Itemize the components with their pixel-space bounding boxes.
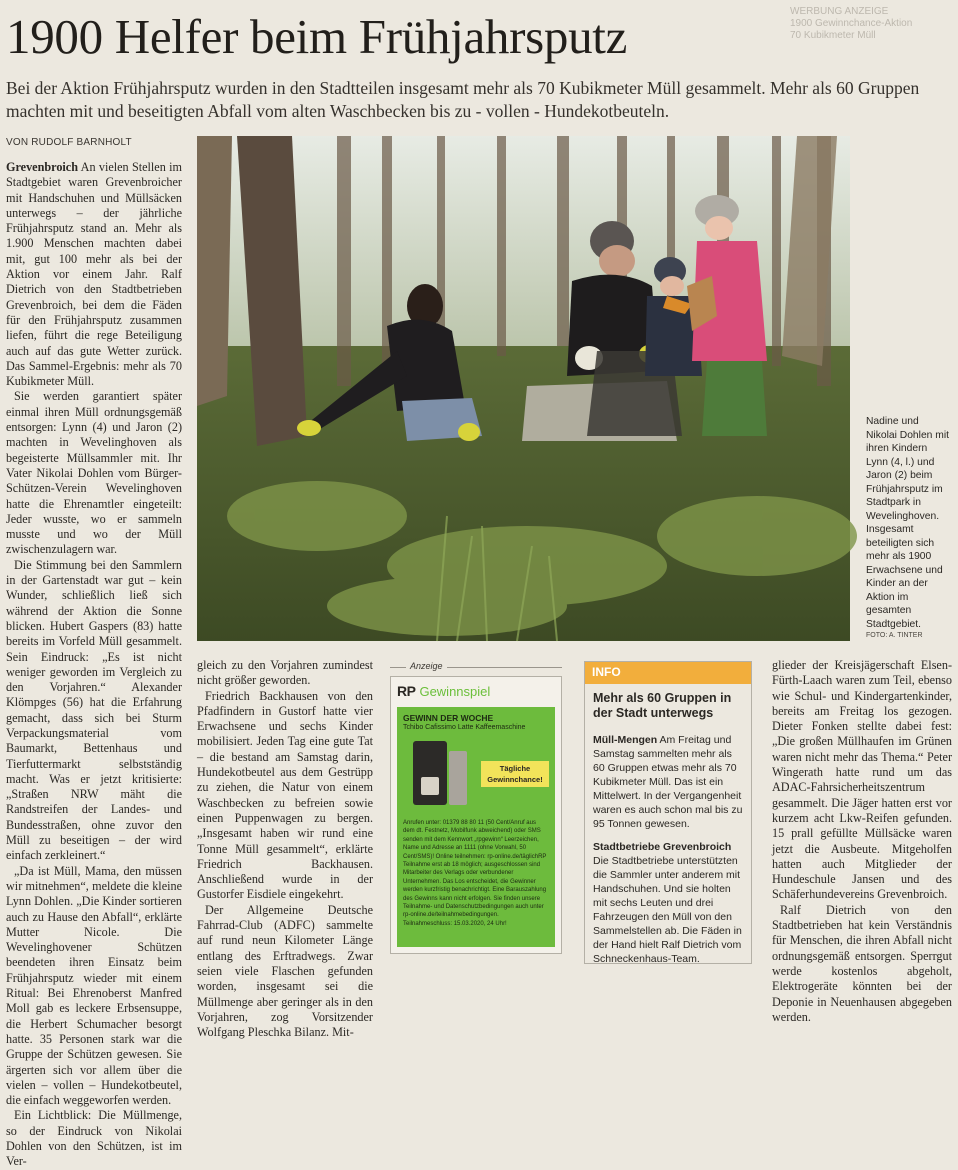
headline: 1900 Helfer beim Frühjahrsputz	[6, 9, 628, 64]
ad-title: Gewinnspiel	[419, 683, 491, 699]
info-section-text: Die Stadtbetriebe unterstützten die Sammler unter anderem mit Handschuhen. Und sie holten mit sechs Leuten und drei Fahrzeugen den Müll von den Sammelstellen ab. Die Fäden in der Hand hielt Ralf Dietrich vom Schneckenhaus-Team.	[593, 855, 742, 965]
paragraph: Friedrich Backhausen von den Pfadfindern in Gustorf hatte vier Erwachsene und sechs Kinder mobilisiert. Jeden Tag eine gute Tat – die bestand am Samstag darin, Hundekotbeutel aus dem Gestrüpp zu ziehen, die Natur von einem Waschbecken zu befreien sowie einen Puppenwagen zu bergen. „Insgesamt haben wir rund eine Tonne Müll gesammelt“, erklärte Friedrich Backhausen. Anschließend wurde in der Gustorfer Eisdiele eingekehrt.	[197, 688, 373, 902]
ad-green-box	[397, 707, 555, 947]
coffee-machine-icon	[413, 741, 447, 805]
paragraph: Die Stimmung bei den Sammlern in der Gartenstadt war gut – kein Wunder, schließlich ließ sich während der Aktion die Sonne blicken. Hubert Gaspers (83) hatte bereits im Vorfeld Müll gesammelt. Sein Eindruck: „Es ist nicht weniger geworden im Vergleich zu den Vorjahren.“ Alexander Klömpges (56) hat die Erfahrung gemacht, dass sich bei Sturm Verpackungsmaterial vom Baumarkt, Bettenhaus und Tierfuttermarkt selbstständig macht. Was er jetzt kritisierte: „Straßen NRW mäht die Randstreifen der Landes- und Bundesstraßen, ohne zuvor den Müll zu beseitigen – der wird einfach zerkleinert.“	[6, 557, 182, 863]
lead-paragraph: Bei der Aktion Frühjahrsputz wurden in den Stadtteilen insgesamt mehr als 70 Kubikmeter Müll gesammelt. Mehr als 60 Gruppen machten mit und beseitigten Abfall vom alten Waschbecken bis zu - vollen - Hundekotbeuteln.	[6, 78, 920, 121]
info-section-text: Am Freitag und Samstag sammelten mehr als 60 Gruppen etwas mehr als 70 Kubikmeter Müll. Das ist ein Mittelwert. In der Vergangenheit waren es auch schon mal bis zu 95 Tonnen gewesen.	[593, 734, 743, 830]
article-photo	[197, 136, 850, 641]
ad-visual	[403, 737, 549, 815]
ad-fine-print: Anrufen unter: 01379 88 80 11 (50 Cent/Anruf aus dem dt. Festnetz, Mobilfunk abweichend) oder SMS senden mit dem Kennwort „rpgewinn“ Leerzeichen, Name und Adresse an 1111 (ohne Vorwahl, 50 Cent/SMS)! Online teilnehmen: rp-online.de/täglichRP Teilnahme erst ab 18 möglich; ausgeschlossen sind Mitarbeiter des Verlags oder verbundener Unternehmen. Das Los entscheidet, die Gewinner werden kurzfristig benachrichtigt. Eine Barauszahlung des Gewinns kann nicht erfolgen. Sie finden unsere Teilnahme- und Datenschutzbedingungen auch unter rp-online.de/teilnahmebedingungen. Teilnahmeschluss: 15.03.2020, 24 Uhr!	[403, 820, 547, 927]
faded-line: 70 Kubikmeter Müll	[790, 30, 876, 41]
ad-header	[391, 677, 561, 703]
photo-credit: FOTO: A. TINTER	[866, 632, 923, 639]
faded-line: WERBUNG ANZEIGE	[790, 6, 889, 17]
photo-caption: Nadine und Nikolai Dohlen mit ihren Kindern Lynn (4, l.) und Jaron (2) beim Frühjahrsputz im Stadtpark in Wevelinghoven. Insgesamt beteiligten sich mehr als 1900 Erwachsene und Kinder an der Aktion im gesamten Stadtgebiet.	[866, 416, 949, 630]
rp-logo: RP	[397, 683, 416, 699]
paragraph: glieder der Kreisjägerschaft Elsen-Fürth-Laach waren zum Teil, ebenso wie Schul- und Kindergartenkinder, bereits am Freitag los gezogen. Dieter Fonken stellte dabei fest: „Die großen Müllhaufen im Grünen waren nicht mehr das Thema.“ Peter Wingerath hatte rund um das ADAC-Fahrsicherheitszentrum gesammelt. Die Jäger hatten erst vor kurzem acht Lkw-Reifen gefunden. 15 prall gefüllte Müllsäcke waren jetzt die Ausbeute. Mitgeholfen hatten auch Mitglieder der Hundeschule Jansen und des Schäferhundevereins Grevenbroich.	[772, 658, 952, 902]
faded-neighbor-article	[790, 6, 958, 42]
divider	[447, 667, 562, 668]
paragraph: Ein Lichtblick: Die Müllmenge, so der Eindruck von Nikolai Dohlen von den Schützen, ist im Ver-	[6, 1108, 182, 1169]
paragraph: „Da ist Müll, Mama, den müssen wir mitnehmen“, meldete die kleine Lynn Dohlen. „Die Kinder sortieren auch zu Hause den Abfall“, erklärte Mutter Nicole. Die Wevelinghovener Schützen beendeten ihren Einsatz beim Frühjahrsputz wieder mit einem Ritual: Bei Ehrenoberst Manfred Moll gab es leckere Erbsensuppe, die Herbert Schumacher besorgt hatte. 35 Personen stark war die Gruppe der Schützen gewesen. Sie ärgerten sich vor allem über die vielen – vollen – Hundekotbeutel, die einfach weggeworfen werden.	[6, 863, 182, 1108]
info-content	[585, 684, 751, 970]
paragraph	[6, 160, 182, 389]
info-section-heading: Stadtbetriebe Grevenbroich	[593, 841, 732, 853]
info-section-heading: Müll-Mengen	[593, 734, 658, 746]
faded-line: 1900 Gewinnchance-Aktion	[790, 18, 913, 29]
info-section-mengen	[593, 733, 743, 831]
info-box	[584, 661, 752, 964]
article-column-5	[772, 658, 952, 1025]
paragraph: Ralf Dietrich von den Stadtbetrieben hat kein Verständnis für Menschen, die ihren Abfall nicht ordnungsgemäß entsorgen. Sperrgut werde kostenlos abgeholt, Elektrogeräte könnten bei der Deponie in Neuenhausen abgegeben werden.	[772, 902, 952, 1024]
article-column-2	[197, 658, 373, 1040]
ad-win-heading: GEWINN DER WOCHE	[403, 713, 494, 723]
byline: VON RUDOLF BARNHOLT	[6, 137, 132, 148]
paragraph: Der Allgemeine Deutsche Fahrrad-Club (ADFC) sammelte auf rund neun Kilometer Länge entlang des Erftradwegs. Zwar seien viele Flaschen gefunden worden, insgesamt sei die Müllmenge aber geringer als in den Vorjahren, zog Vorsitzender Wolfgang Pleschka Bilanz. Mit-	[197, 902, 373, 1040]
anzeige-label: Anzeige	[410, 661, 443, 671]
info-tag: INFO	[585, 662, 751, 684]
info-title: Mehr als 60 Gruppen in der Stadt unterwegs	[593, 691, 732, 720]
ad-prize: Tchibo Cafissimo Latte Kaffeemaschine	[403, 724, 526, 731]
article-column-1	[6, 160, 182, 1170]
dateline: Grevenbroich	[6, 160, 78, 174]
gewinnspiel-ad[interactable]	[390, 676, 562, 954]
divider	[390, 667, 406, 668]
milk-frother-icon	[449, 751, 467, 805]
ad-badge: Tägliche Gewinnchance!	[481, 761, 549, 787]
paragraph: gleich zu den Vorjahren zumindest nicht größer geworden.	[197, 658, 373, 688]
paragraph: Sie werden garantiert später einmal ihren Müll ordnungsgemäß entsorgen: Lynn (4) und Jaron (2) machten in Wevelinghoven als begeisterte Müllsammler mit. Ihr Vater Nikolai Dohlen vom Bürger-Schützen-Verein Wevelinghoven hatte die Ehrenamtler eingeteilt: Jeder wusste, wo er sammeln musste und wo der Müll zwischenzulagern war.	[6, 389, 182, 557]
paragraph-text: An vielen Stellen im Stadtgebiet waren Grevenbroicher mit Handschuhen und Müllsäcken unterwegs – der jährliche Frühjahrsputz stand an. Mehr als 1.900 Menschen machten dabei mit, gut 100 mehr als bei der Aktion vor einem Jahr. Ralf Dietrich von den Stadtbetrieben Grevenbroich, bei dem die Fäden für den Frühjahrsputz zusammen liefen, führt die rege Beteiligung auch auf das gute Wetter zurück. Das Sammel-Ergebnis: mehr als 70 Kubikmeter Müll.	[6, 160, 182, 389]
forest-cleanup-photo	[197, 136, 850, 641]
